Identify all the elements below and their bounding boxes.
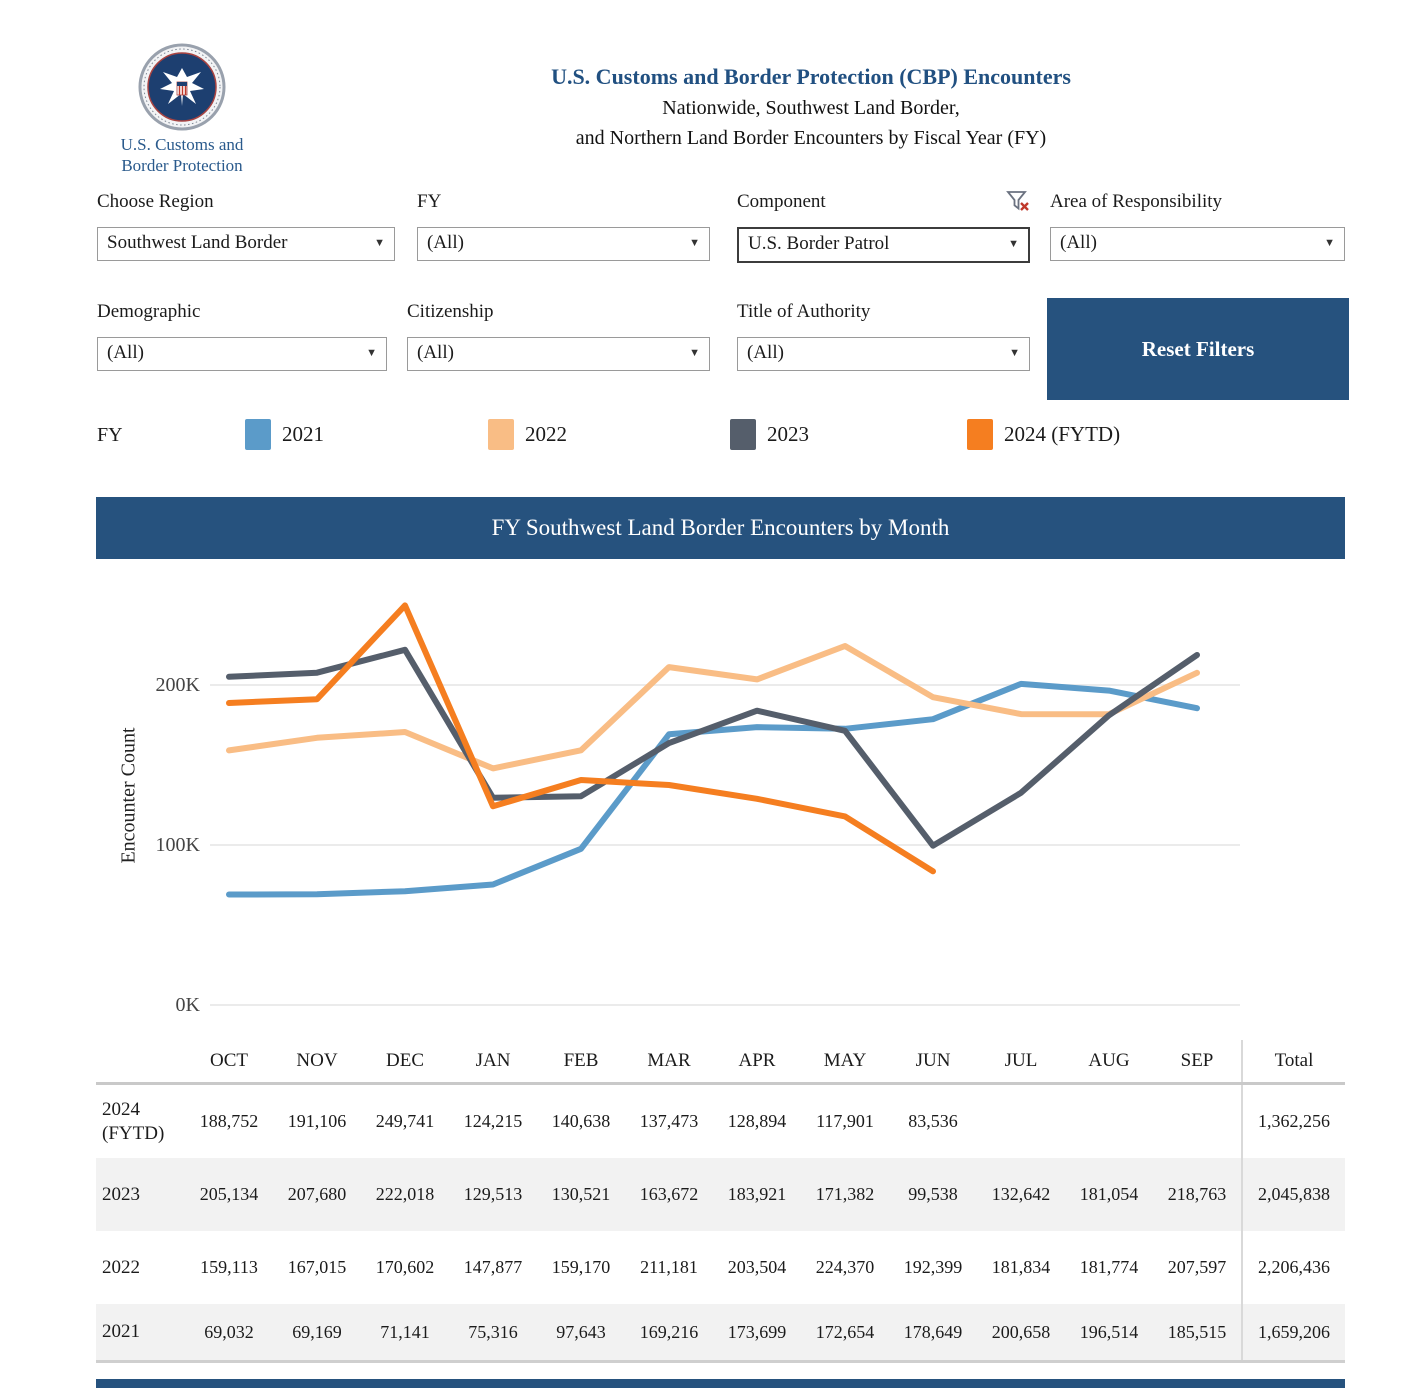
page-subtitle <box>430 93 1192 153</box>
filter-label-citizenship: Citizenship <box>407 301 494 322</box>
chevron-down-icon: ▼ <box>1008 238 1019 250</box>
table-cell: 163,672 <box>639 1184 699 1204</box>
chart-title-bar <box>96 497 1345 559</box>
dropdown-value: Southwest Land Border <box>107 232 288 253</box>
legend-label: 2021 <box>282 422 324 446</box>
dropdown-value: (All) <box>107 342 144 363</box>
chart-title: FY Southwest Land Border Encounters by Month <box>491 515 950 540</box>
table-cell: 192,399 <box>903 1257 963 1277</box>
table-cell: 130,521 <box>551 1184 611 1204</box>
table-cell: 140,638 <box>551 1111 611 1131</box>
filter-label-demographic: Demographic <box>97 301 201 322</box>
table-cell: 224,370 <box>815 1257 875 1277</box>
chevron-down-icon: ▼ <box>366 347 377 359</box>
row-label: 2023 <box>102 1183 140 1205</box>
header-titles <box>430 64 1192 153</box>
table-cell: 69,169 <box>292 1321 342 1342</box>
subtitle-line1: Nationwide, Southwest Land Border, <box>662 97 960 119</box>
table-cell: 178,649 <box>903 1321 963 1342</box>
legend-label: 2024 (FYTD) <box>1004 422 1121 446</box>
table-cell: 249,741 <box>375 1111 435 1131</box>
table-cell: 181,054 <box>1079 1184 1139 1204</box>
legend-swatch-2022 <box>488 419 514 450</box>
y-tick-label: 100K <box>155 834 200 856</box>
table-cell: 207,597 <box>1167 1257 1227 1277</box>
table-cell: 211,181 <box>640 1257 698 1277</box>
month-column-header: FEB <box>563 1050 599 1071</box>
citizenship-dropdown[interactable] <box>407 337 710 371</box>
filter-title-of-authority <box>737 301 1030 371</box>
month-column-header: SEP <box>1180 1050 1214 1071</box>
table-cell: 191,106 <box>287 1111 347 1131</box>
table-cell: 200,658 <box>991 1321 1051 1342</box>
demographic-dropdown[interactable] <box>97 337 387 371</box>
table-cell: 69,032 <box>204 1321 254 1342</box>
table-cell: 222,018 <box>375 1184 435 1204</box>
month-column-header: OCT <box>210 1050 248 1071</box>
table-cell: 99,538 <box>908 1184 958 1204</box>
table-cell: 167,015 <box>287 1257 347 1277</box>
component-dropdown[interactable] <box>737 227 1030 263</box>
table-cell: 137,473 <box>639 1111 699 1131</box>
table-header-row <box>96 1040 1345 1085</box>
page-title: U.S. Customs and Border Protection (CBP) Encounters <box>551 64 1071 89</box>
chevron-down-icon: ▼ <box>1009 347 1020 359</box>
month-column-header: DEC <box>386 1050 424 1071</box>
table-row-2023 <box>96 1158 1345 1231</box>
encounters-table <box>96 1040 1345 1363</box>
chart-plot-area <box>96 565 1345 1040</box>
table-cell: 75,316 <box>468 1321 518 1342</box>
filter-area-of-responsibility <box>1050 191 1345 261</box>
table-cell: 169,216 <box>639 1321 699 1342</box>
series-line-2022[interactable] <box>229 646 1197 768</box>
table-cell: 203,504 <box>727 1257 787 1277</box>
legend-title: FY <box>97 424 123 446</box>
filter-label-choose-region: Choose Region <box>97 191 214 212</box>
filter-label-fy: FY <box>417 191 442 212</box>
table-row-2021 <box>96 1304 1345 1360</box>
table-cell: 183,921 <box>727 1184 787 1204</box>
month-column-header: MAY <box>823 1050 867 1071</box>
reset-filters-button[interactable]: Reset Filters <box>1047 298 1349 400</box>
legend-item-2024[interactable] <box>967 419 1120 450</box>
fy-dropdown[interactable] <box>417 227 710 261</box>
month-column-header: JUN <box>915 1050 951 1071</box>
month-column-header: NOV <box>296 1050 338 1071</box>
cbp-logo <box>97 42 267 176</box>
filter-citizenship <box>407 301 710 371</box>
table-cell: 181,834 <box>991 1257 1051 1277</box>
table-cell: 97,643 <box>556 1321 606 1342</box>
chevron-down-icon: ▼ <box>689 347 700 359</box>
logo-caption-line1: U.S. Customs and <box>120 135 244 154</box>
filter-component <box>737 191 1030 263</box>
table-cell: 159,170 <box>551 1257 611 1277</box>
total-column-header: Total <box>1241 1040 1345 1082</box>
title-of-authority-dropdown[interactable] <box>737 337 1030 371</box>
filter-fy <box>417 191 710 261</box>
table-cell: 128,894 <box>727 1111 787 1131</box>
table-cell: 124,215 <box>463 1111 523 1131</box>
y-axis-label: Encounter Count <box>117 727 140 864</box>
row-label: 2021 <box>102 1321 140 1342</box>
table-cell: 181,774 <box>1079 1257 1139 1277</box>
month-column-header: APR <box>738 1050 776 1071</box>
table-cell: 171,382 <box>815 1184 875 1204</box>
table-cell: 173,699 <box>727 1321 787 1342</box>
legend-item-2021[interactable] <box>245 419 324 450</box>
filter-choose-region <box>97 191 395 261</box>
logo-caption-line2: Border Protection <box>121 156 243 175</box>
total-cell: 2,045,838 <box>1241 1158 1345 1231</box>
encounters-line-chart <box>96 565 1345 1040</box>
table-cell: 129,513 <box>463 1184 523 1204</box>
series-line-2023[interactable] <box>229 650 1197 846</box>
legend-swatch-2024 <box>967 419 993 450</box>
table-cell: 218,763 <box>1167 1184 1227 1204</box>
row-label: 2024 (FYTD) <box>102 1098 165 1144</box>
table-cell: 172,654 <box>815 1321 875 1342</box>
legend-swatch-2023 <box>730 419 756 450</box>
legend-label: 2022 <box>525 422 567 446</box>
clear-filter-icon[interactable] <box>1005 188 1031 214</box>
filter-label-title-of-authority: Title of Authority <box>737 301 871 322</box>
filter-label-area-of-responsibility: Area of Responsibility <box>1050 191 1223 212</box>
filter-label-component: Component <box>737 191 826 212</box>
legend-swatch-2021 <box>245 419 271 450</box>
dropdown-value: U.S. Border Patrol <box>748 233 890 254</box>
table-cell: 71,141 <box>380 1321 430 1342</box>
logo-caption <box>97 134 267 176</box>
table-cell: 185,515 <box>1167 1321 1227 1342</box>
total-cell: 2,206,436 <box>1241 1231 1345 1304</box>
dropdown-value: (All) <box>1060 232 1097 253</box>
area-of-responsibility-dropdown[interactable] <box>1050 227 1345 261</box>
table-cell: 196,514 <box>1079 1321 1139 1342</box>
row-label: 2022 <box>102 1256 140 1278</box>
filter-demographic <box>97 301 387 371</box>
dropdown-value: (All) <box>427 232 464 253</box>
bottom-accent-bar <box>96 1379 1345 1388</box>
month-column-header: AUG <box>1088 1050 1130 1071</box>
table-cell: 147,877 <box>463 1257 523 1277</box>
table-row-2022 <box>96 1231 1345 1304</box>
cbp-seal-icon <box>137 42 227 132</box>
total-cell: 1,362,256 <box>1241 1085 1345 1158</box>
chevron-down-icon: ▼ <box>689 237 700 249</box>
legend-item-2023[interactable] <box>730 419 809 450</box>
chevron-down-icon: ▼ <box>374 237 385 249</box>
month-column-header: JUL <box>1004 1050 1038 1071</box>
table-cell: 170,602 <box>375 1257 435 1277</box>
table-cell: 205,134 <box>199 1184 259 1204</box>
table-cell: 188,752 <box>199 1111 259 1131</box>
dropdown-value: (All) <box>417 342 454 363</box>
table-cell: 83,536 <box>908 1111 958 1131</box>
y-tick-label: 0K <box>175 994 200 1016</box>
dropdown-value: (All) <box>747 342 784 363</box>
table-cell: 132,642 <box>991 1184 1051 1204</box>
table-cell: 117,901 <box>816 1111 874 1131</box>
legend-item-2022[interactable] <box>488 419 567 450</box>
legend-label: 2023 <box>767 422 809 446</box>
table-cell: 207,680 <box>287 1184 347 1204</box>
table-cell: 159,113 <box>200 1257 258 1277</box>
subtitle-line2: and Northern Land Border Encounters by Fiscal Year (FY) <box>575 127 1047 149</box>
table-row-2024-fytd- <box>96 1085 1345 1158</box>
y-tick-label: 200K <box>155 674 200 696</box>
total-cell: 1,659,206 <box>1241 1304 1345 1360</box>
month-column-header: MAR <box>647 1050 691 1071</box>
month-column-header: JAN <box>475 1050 511 1071</box>
choose-region-dropdown[interactable] <box>97 227 395 261</box>
chevron-down-icon: ▼ <box>1324 237 1335 249</box>
